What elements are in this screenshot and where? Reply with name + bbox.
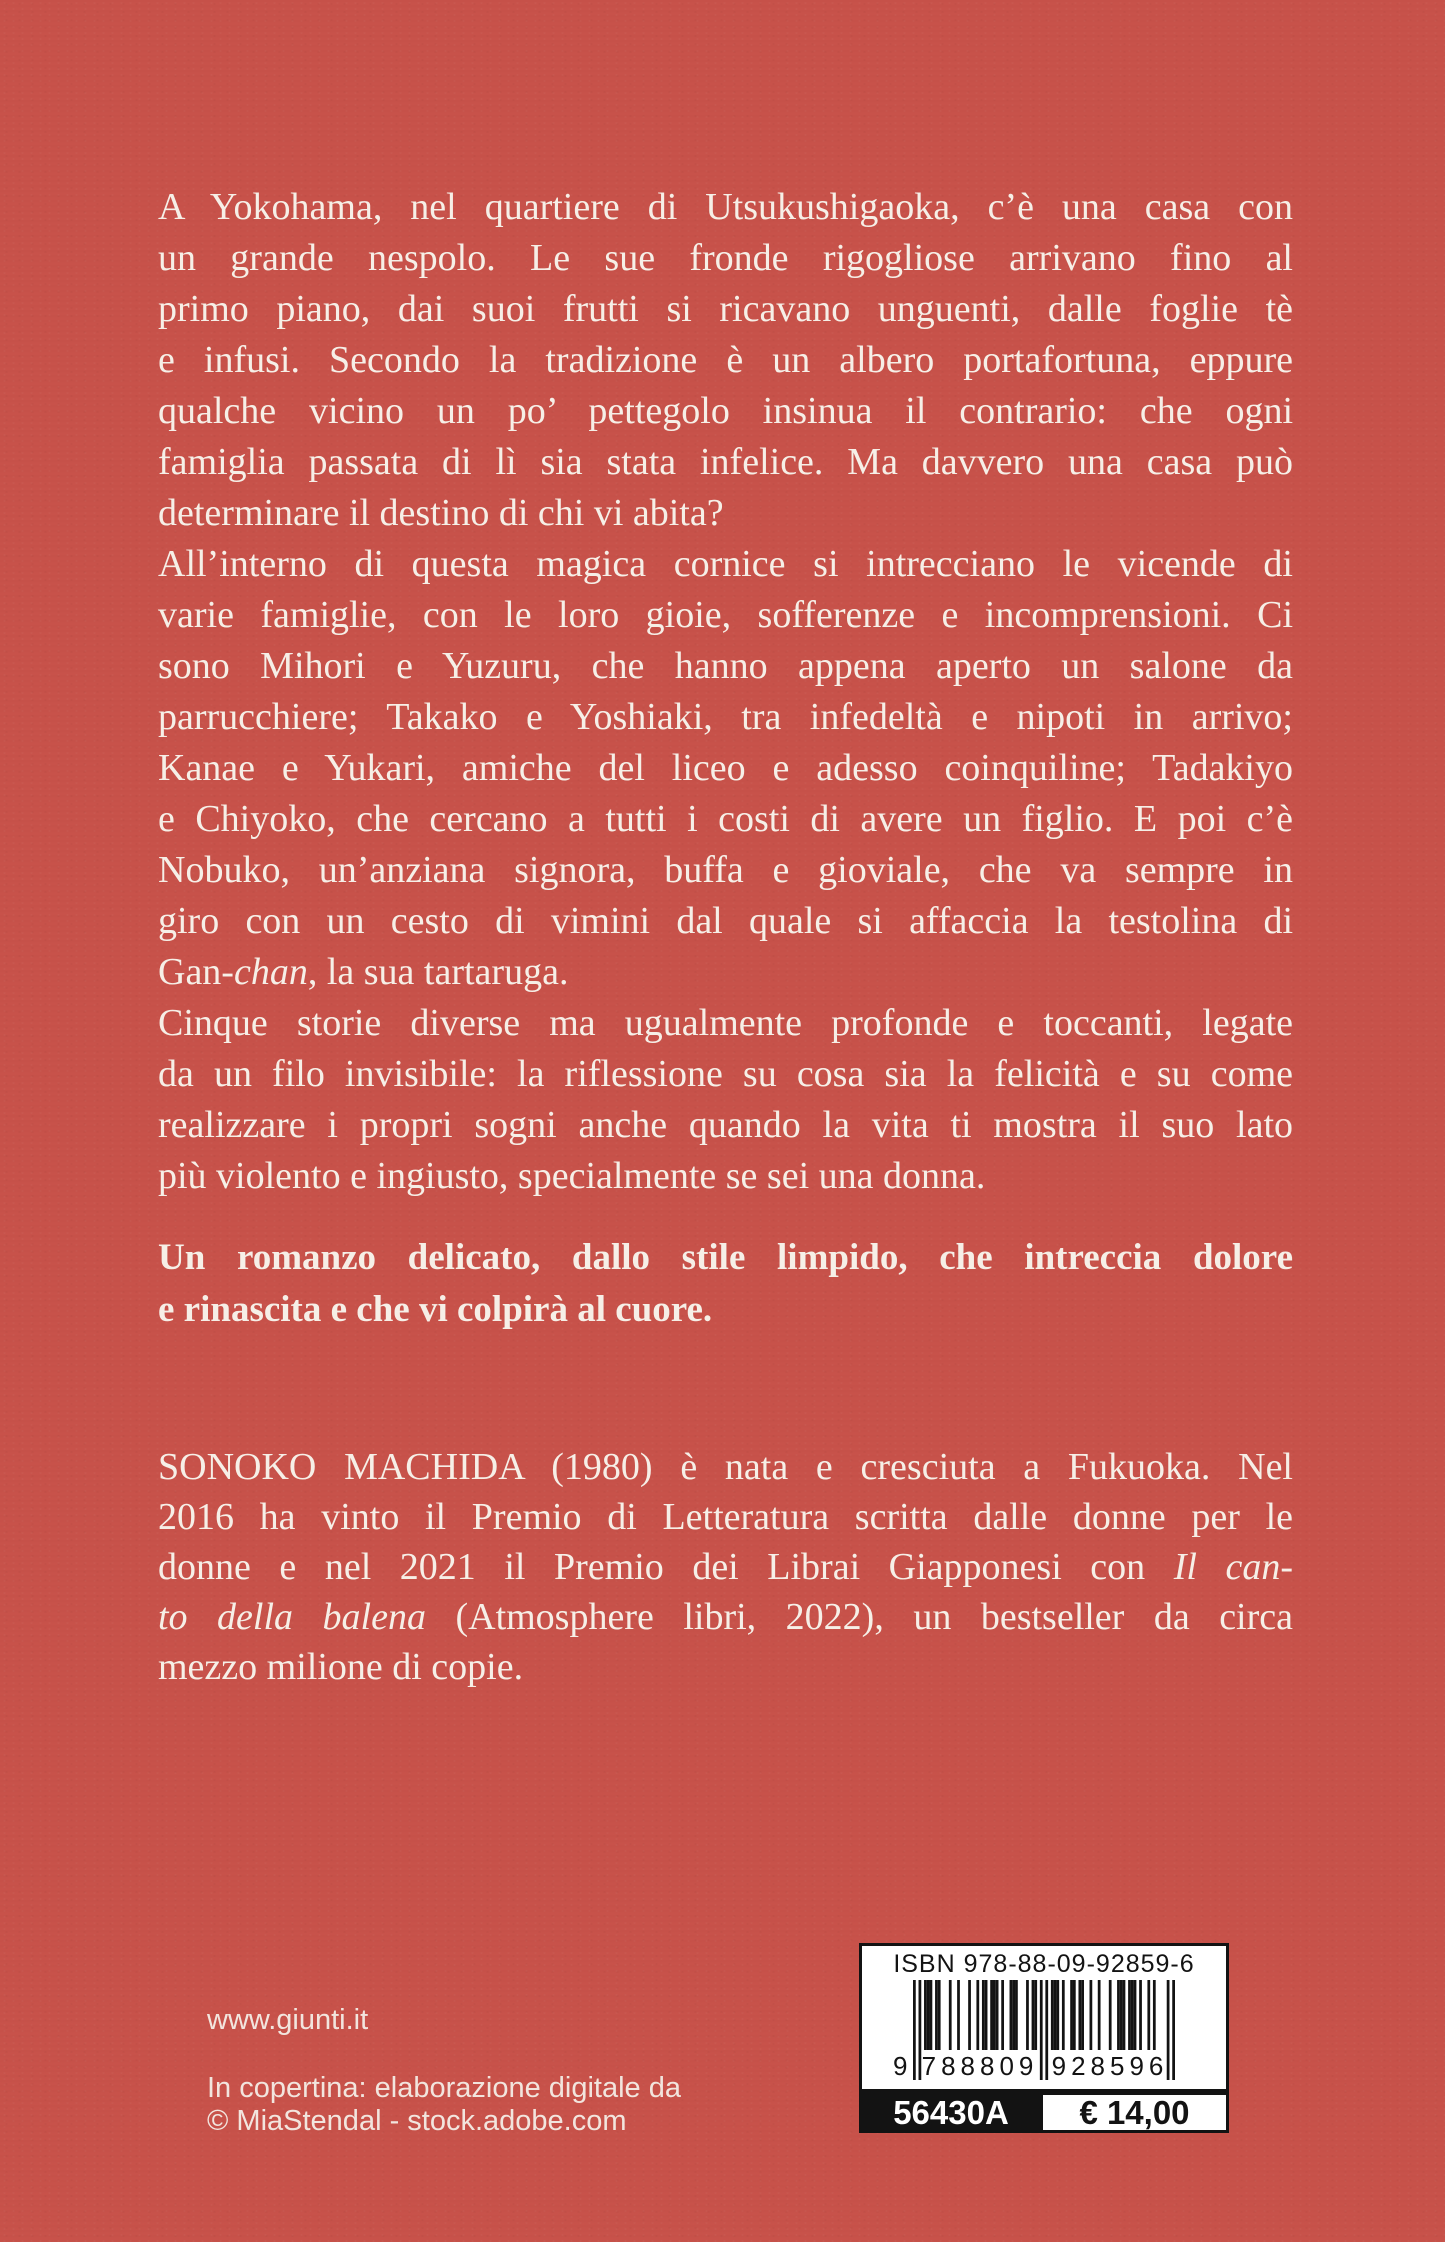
ean-digits bbox=[893, 1980, 1175, 2081]
bio-line4-post: (Atmosphere libri, 2022), un bestseller da circa bbox=[425, 1596, 1294, 1638]
synopsis-line: primo piano, dai suoi frutti si ricavano unguenti, dalle foglie tè bbox=[158, 288, 1293, 330]
synopsis-line: realizzare i propri sogni anche quando la vita ti mostra il suo lato bbox=[158, 1104, 1293, 1146]
barcode-panel bbox=[859, 1943, 1229, 2092]
barcode-bottom-row bbox=[859, 2092, 1229, 2133]
cover-credit-line: In copertina: elaborazione digitale da bbox=[207, 2072, 681, 2104]
highlight-line: e rinascita e che vi colpirà al cuore. bbox=[158, 1289, 713, 1330]
highlight-text bbox=[158, 1232, 1293, 1336]
edition-code: 56430A bbox=[859, 2092, 1043, 2133]
bio-line bbox=[158, 1592, 1293, 1642]
publisher-website: www.giunti.it bbox=[207, 2004, 369, 2036]
synopsis-line: giro con un cesto di vimini dal quale si affaccia la testolina di bbox=[158, 900, 1293, 942]
bio-line3-italic: Il can- bbox=[1173, 1546, 1293, 1588]
author-bio bbox=[158, 1442, 1293, 1692]
synopsis-line: un grande nespolo. Le sue fronde rigogliose arrivano fino al bbox=[158, 237, 1293, 279]
isbn-text: ISBN 978-88-09-92859-6 bbox=[893, 1950, 1195, 1978]
gan-chan-line bbox=[158, 947, 1293, 998]
gan-chan-italic: chan bbox=[233, 951, 308, 993]
synopsis-line: e infusi. Secondo la tradizione è un albero portafortuna, eppure bbox=[158, 339, 1293, 381]
synopsis-line: famiglia passata di lì sia stata infelice. Ma davvero una casa può bbox=[158, 441, 1293, 483]
bio-line: mezzo milione di copie. bbox=[158, 1646, 524, 1688]
synopsis-line: All’interno di questa magica cornice si intrecciano le vicende di bbox=[158, 543, 1293, 585]
price-tag: € 14,00 bbox=[1043, 2092, 1229, 2133]
synopsis-line: più violento e ingiusto, specialmente se sei una donna. bbox=[158, 1155, 986, 1197]
barcode-label bbox=[859, 1943, 1229, 2133]
synopsis-line: da un filo invisibile: la riflessione su cosa sia la felicità e su come bbox=[158, 1053, 1293, 1095]
ean-digits-left: 788809 bbox=[921, 2051, 1039, 2081]
synopsis-line: determinare il destino di chi vi abita? bbox=[158, 492, 724, 534]
bio-line3-pre: donne e nel 2021 il Premio dei Librai Giapponesi con bbox=[158, 1546, 1174, 1588]
synopsis-text bbox=[158, 182, 1293, 1202]
cover-credit-line: © MiaStendal - stock.adobe.com bbox=[207, 2105, 627, 2137]
synopsis-line: e Chiyoko, che cercano a tutti i costi di avere un figlio. E poi c’è bbox=[158, 798, 1293, 840]
synopsis-line: Kanae e Yukari, amiche del liceo e adesso coinquiline; Tadakiyo bbox=[158, 747, 1293, 789]
synopsis-line: varie famiglie, con le loro gioie, sofferenze e incomprensioni. Ci bbox=[158, 594, 1293, 636]
synopsis-line: A Yokohama, nel quartiere di Utsukushigaoka, c’è una casa con bbox=[158, 186, 1293, 228]
bio-line4-italic: to della balena bbox=[158, 1596, 426, 1638]
bio-line bbox=[158, 1542, 1293, 1592]
ean-digit-first: 9 bbox=[893, 2051, 908, 2081]
synopsis-line: parrucchiere; Takako e Yoshiaki, tra infedeltà e nipoti in arrivo; bbox=[158, 696, 1293, 738]
ean-barcode bbox=[893, 1980, 1175, 2081]
ean-digits-right: 928596 bbox=[1051, 2051, 1169, 2081]
gan-chan-pre: Gan- bbox=[158, 951, 234, 993]
bio-line: SONOKO MACHIDA (1980) è nata e cresciuta a Fukuoka. Nel bbox=[158, 1446, 1293, 1488]
gan-chan-post: , la sua tartaruga. bbox=[307, 951, 569, 993]
synopsis-line: Cinque storie diverse ma ugualmente profonde e toccanti, legate bbox=[158, 1002, 1293, 1044]
synopsis-line: Nobuko, un’anziana signora, buffa e gioviale, che va sempre in bbox=[158, 849, 1293, 891]
bio-line: 2016 ha vinto il Premio di Letteratura scritta dalle donne per le bbox=[158, 1496, 1293, 1538]
cover-credit bbox=[207, 2072, 681, 2138]
synopsis-line: sono Mihori e Yuzuru, che hanno appena aperto un salone da bbox=[158, 645, 1293, 687]
highlight-line: Un romanzo delicato, dallo stile limpido, che intreccia dolore bbox=[158, 1237, 1293, 1278]
synopsis-line: qualche vicino un po’ pettegolo insinua il contrario: che ogni bbox=[158, 390, 1293, 432]
